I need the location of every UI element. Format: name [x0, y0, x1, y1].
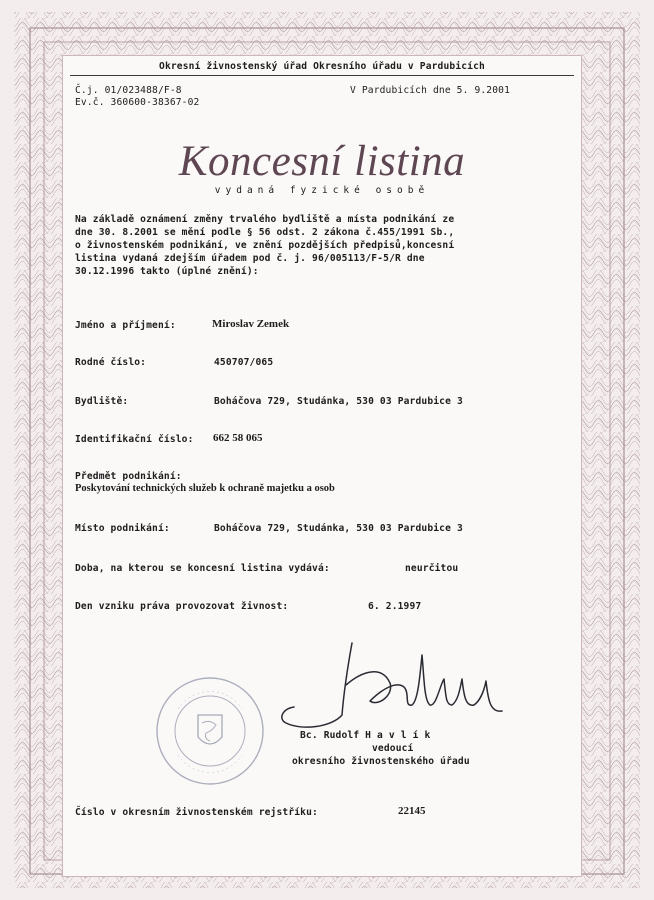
- right-origin-value: 6. 2.1997: [368, 601, 422, 612]
- business-place-label: Místo podnikání:: [75, 523, 170, 534]
- official-stamp: [154, 675, 266, 787]
- right-origin-label: Den vzniku práva provozovat živnost:: [75, 601, 289, 612]
- business-subject-label: Předmět podnikání:: [75, 471, 182, 482]
- id-number-value: 662 58 065: [213, 432, 263, 444]
- evidence-number: Ev.č. 360600-38367-02: [75, 97, 200, 108]
- signature: [272, 635, 542, 745]
- intro-line: 30.12.1996 takto (úplné znění):: [75, 266, 259, 277]
- business-place-value: Boháčova 729, Studánka, 530 03 Pardubice 3: [214, 523, 463, 534]
- certificate-sheet: [62, 55, 582, 877]
- business-subject-value: Poskytování technických služeb k ochraně majetku a osob: [75, 483, 335, 494]
- id-number-label: Identifikační číslo:: [75, 434, 194, 445]
- intro-paragraph: [75, 213, 454, 278]
- reference-number: Č.j. 01/023488/F-8: [75, 85, 182, 96]
- header-rule: [70, 75, 574, 76]
- validity-period-value: neurčitou: [405, 563, 459, 574]
- name-label: Jméno a příjmení:: [75, 320, 176, 331]
- signatory-role: vedoucí: [372, 743, 414, 754]
- place-date: V Pardubicích dne 5. 9.2001: [350, 85, 510, 96]
- residence-value: Boháčova 729, Studánka, 530 03 Pardubice 3: [214, 396, 463, 407]
- intro-line: listina vydaná zdejším úřadem pod č. j. 96/005113/F-5/R dne: [75, 253, 425, 264]
- intro-line: Na základě oznámení změny trvalého bydliště a místa podnikání ze: [75, 214, 455, 225]
- register-number: 22145: [398, 805, 426, 817]
- name-value: Miroslav Zemek: [212, 318, 290, 330]
- signatory-office: okresního živnostenského úřadu: [292, 756, 470, 767]
- birth-number-value: 450707/065: [214, 357, 274, 368]
- signatory-name: Bc. Rudolf H a v l í k: [300, 730, 431, 741]
- intro-line: o živnostenském podnikání, ve znění pozdějších předpisů,koncesní: [75, 240, 455, 251]
- register-label: Číslo v okresním živnostenském rejstříku:: [75, 807, 318, 818]
- office-header: Okresní živnostenský úřad Okresního úřadu v Pardubicích: [159, 61, 485, 72]
- birth-number-label: Rodné číslo:: [75, 357, 147, 368]
- intro-line: dne 30. 8.2001 se mění podle § 56 odst. 2 zákona č.455/1991 Sb.,: [75, 227, 455, 238]
- validity-period-label: Doba, na kterou se koncesní listina vydává:: [75, 563, 330, 574]
- residence-label: Bydliště:: [75, 396, 129, 407]
- document-title: Koncesní listina: [178, 138, 466, 185]
- document-subtitle: vydaná fyzické osobě: [214, 185, 430, 196]
